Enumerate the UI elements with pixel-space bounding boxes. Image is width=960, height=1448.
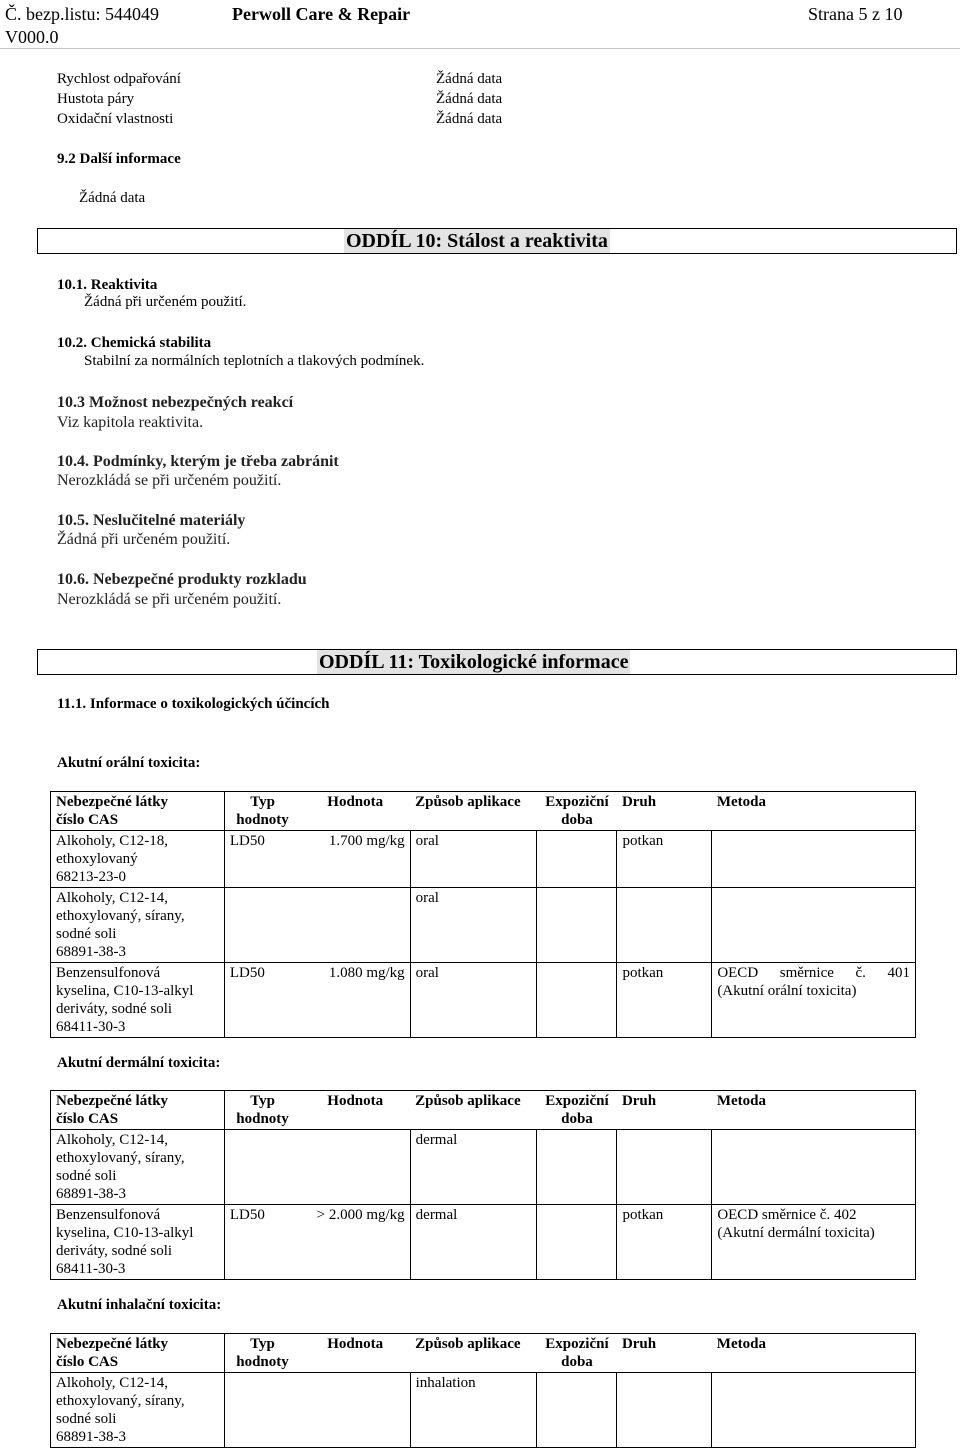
prop-value: Žádná data (436, 71, 503, 87)
col-route: Způsob aplikace (410, 1334, 537, 1373)
table-row (51, 1205, 916, 1280)
species-cell (617, 1130, 712, 1205)
prop-label: Rychlost odpařování (57, 71, 181, 87)
table-row (51, 1130, 916, 1205)
col-exposure: Expoziční doba (537, 1334, 617, 1373)
col-species: Druh (617, 1091, 712, 1130)
section-10-4-text: Nerozkládá se při určeném použití. (57, 472, 282, 489)
dermal-toxicity-title: Akutní dermální toxicita: (57, 1055, 221, 1071)
col-type: Typ hodnoty (224, 1091, 300, 1130)
exposure-cell (537, 1373, 617, 1448)
type-cell: LD50 (224, 1205, 300, 1280)
col-route: Způsob aplikace (410, 792, 537, 831)
substance-cell: Alkoholy, C12-14, ethoxylovaný, sírany, sodné soli 68891-38-3 (51, 1130, 225, 1205)
exposure-cell (537, 1130, 617, 1205)
col-substance: Nebezpečné látky číslo CAS (51, 1334, 225, 1373)
section-10-3-title: 10.3 Možnost nebezpečných reakcí (57, 394, 294, 411)
section-10-2-title: 10.2. Chemická stabilita (57, 335, 212, 351)
section-10-4-title: 10.4. Podmínky, kterým je třeba zabránit (57, 453, 339, 470)
section-10-5-title: 10.5. Neslučitelné materiály (57, 512, 246, 529)
col-substance: Nebezpečné látky číslo CAS (51, 1091, 225, 1130)
type-cell (224, 1130, 300, 1205)
route-cell: oral (410, 963, 537, 1038)
doc-version: V000.0 (5, 27, 59, 47)
section-9-2-title: 9.2 Další informace (57, 151, 181, 167)
col-value: Hodnota (300, 792, 410, 831)
inhalation-toxicity-title: Akutní inhalační toxicita: (57, 1297, 222, 1313)
value-cell (300, 1130, 410, 1205)
route-cell: oral (410, 831, 537, 888)
table-row (51, 963, 916, 1038)
route-cell: dermal (410, 1205, 537, 1280)
prop-value: Žádná data (436, 111, 503, 127)
product-name: Perwoll Care & Repair (232, 4, 411, 24)
substance-cell: Alkoholy, C12-18, ethoxylovaný 68213-23-0 (51, 831, 225, 888)
col-value: Hodnota (300, 1334, 410, 1373)
col-exposure: Expoziční doba (537, 1091, 617, 1130)
value-cell (300, 1373, 410, 1448)
col-method: Metoda (712, 1091, 916, 1130)
species-cell (617, 1373, 712, 1448)
section-10-1-text: Žádná při určeném použití. (84, 294, 247, 310)
inhalation-toxicity-table (50, 1333, 916, 1448)
col-method: Metoda (712, 1334, 916, 1373)
col-species: Druh (617, 1334, 712, 1373)
table-row (51, 888, 916, 963)
section-10-heading: ODDÍL 10: Stálost a reaktivita (346, 230, 608, 252)
exposure-cell (537, 1205, 617, 1280)
section-9-2-text: Žádná data (79, 190, 146, 206)
method-cell: OECD směrnice č. 401 (Akutní orální toxicita) (712, 963, 916, 1038)
oral-toxicity-table (50, 791, 916, 1038)
value-cell: 1.080 mg/kg (300, 963, 410, 1038)
method-cell (712, 831, 916, 888)
prop-label: Hustota páry (57, 91, 135, 107)
type-cell (224, 888, 300, 963)
method-cell (712, 1373, 916, 1448)
section-10-6-text: Nerozkládá se při určeném použití. (57, 591, 282, 608)
section-10-5-text: Žádná při určeném použití. (57, 531, 231, 548)
col-species: Druh (617, 792, 712, 831)
col-type: Typ hodnoty (224, 792, 300, 831)
col-type: Typ hodnoty (224, 1334, 300, 1373)
section-10-1-title: 10.1. Reaktivita (57, 277, 158, 293)
route-cell: inhalation (410, 1373, 537, 1448)
method-cell: OECD směrnice č. 402 (Akutní dermální toxicita) (712, 1205, 916, 1280)
page-indicator: Strana 5 z 10 (808, 4, 903, 24)
doc-number: Č. bezp.listu: 544049 (5, 4, 159, 24)
col-method: Metoda (712, 792, 916, 831)
value-cell: 1.700 mg/kg (300, 831, 410, 888)
section-10-banner (37, 228, 957, 254)
table-header-row (51, 792, 916, 831)
species-cell: potkan (617, 963, 712, 1038)
table-header-row (51, 1334, 916, 1373)
value-cell (300, 888, 410, 963)
value-cell: > 2.000 mg/kg (300, 1205, 410, 1280)
table-row (51, 831, 916, 888)
section-11-heading: ODDÍL 11: Toxikologické informace (319, 651, 629, 673)
species-cell: potkan (617, 831, 712, 888)
route-cell: dermal (410, 1130, 537, 1205)
section-10-6-title: 10.6. Nebezpečné produkty rozkladu (57, 571, 307, 588)
method-cell (712, 888, 916, 963)
type-cell (224, 1373, 300, 1448)
oral-toxicity-title: Akutní orální toxicita: (57, 755, 201, 771)
species-cell: potkan (617, 1205, 712, 1280)
col-exposure: Expoziční doba (537, 792, 617, 831)
exposure-cell (537, 963, 617, 1038)
table-row (51, 1373, 916, 1448)
section-10-3-text: Viz kapitola reaktivita. (57, 414, 204, 431)
method-cell (712, 1130, 916, 1205)
prop-value: Žádná data (436, 91, 503, 107)
header-divider (0, 48, 960, 49)
substance-cell: Alkoholy, C12-14, ethoxylovaný, sírany, sodné soli 68891-38-3 (51, 888, 225, 963)
col-route: Způsob aplikace (410, 1091, 537, 1130)
section-11-banner (37, 649, 957, 675)
exposure-cell (537, 831, 617, 888)
col-substance: Nebezpečné látky číslo CAS (51, 792, 225, 831)
exposure-cell (537, 888, 617, 963)
substance-cell: Alkoholy, C12-14, ethoxylovaný, sírany, sodné soli 68891-38-3 (51, 1373, 225, 1448)
table-header-row (51, 1091, 916, 1130)
prop-label: Oxidační vlastnosti (57, 111, 174, 127)
substance-cell: Benzensulfonová kyselina, C10-13-alkyl deriváty, sodné soli 68411-30-3 (51, 963, 225, 1038)
species-cell (617, 888, 712, 963)
route-cell: oral (410, 888, 537, 963)
col-value: Hodnota (300, 1091, 410, 1130)
type-cell: LD50 (224, 963, 300, 1038)
dermal-toxicity-table (50, 1090, 916, 1280)
substance-cell: Benzensulfonová kyselina, C10-13-alkyl deriváty, sodné soli 68411-30-3 (51, 1205, 225, 1280)
section-10-2-text: Stabilní za normálních teplotních a tlakových podmínek. (84, 353, 425, 369)
section-11-1-title: 11.1. Informace o toxikologických účincích (57, 696, 330, 712)
type-cell: LD50 (224, 831, 300, 888)
